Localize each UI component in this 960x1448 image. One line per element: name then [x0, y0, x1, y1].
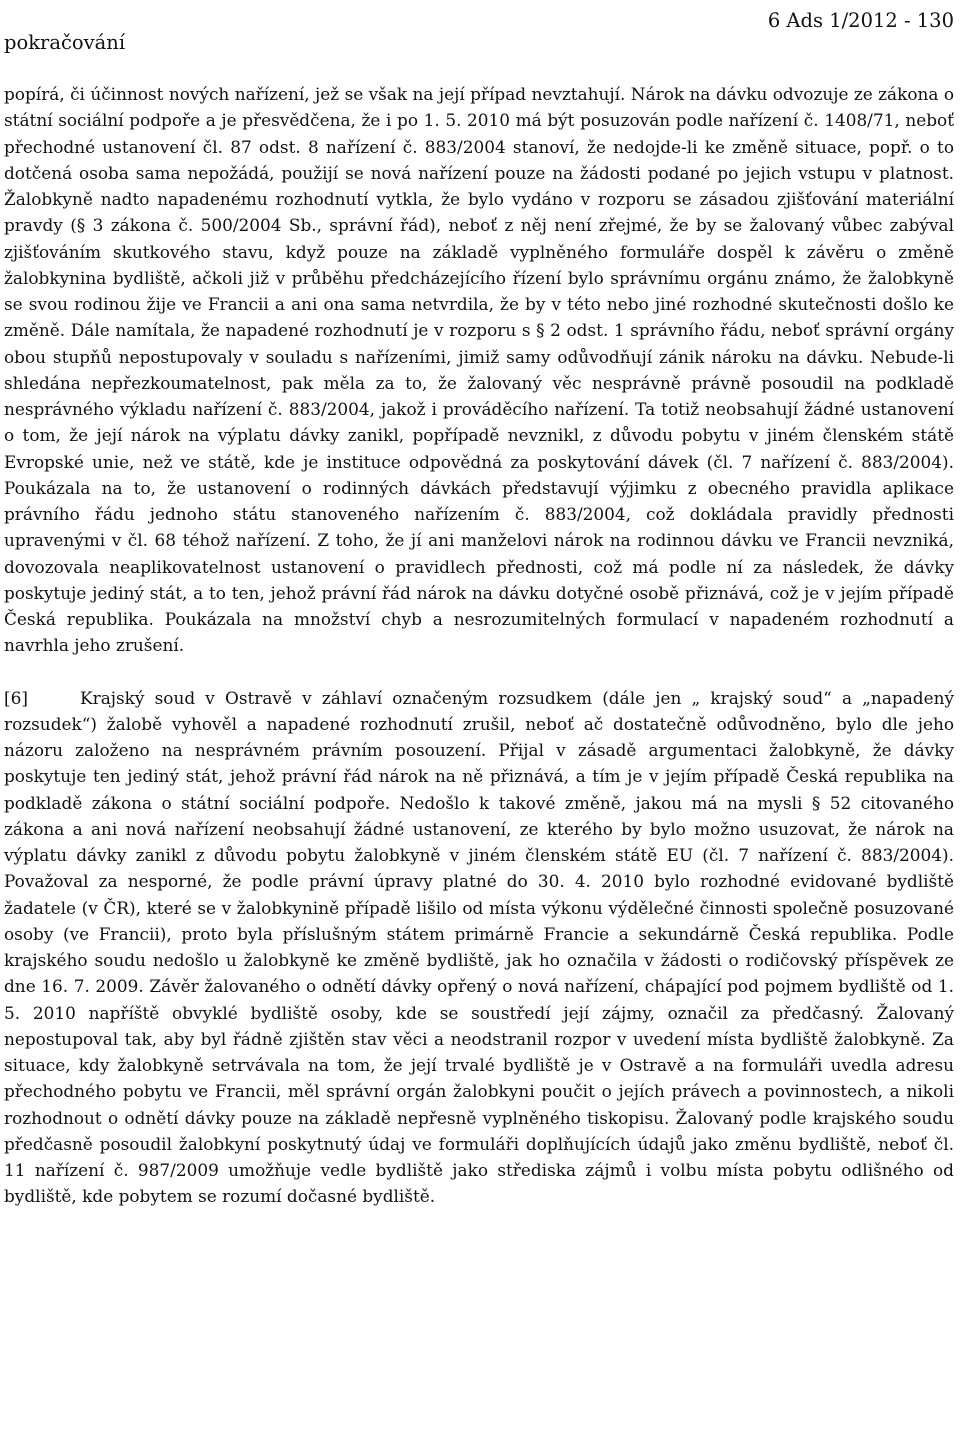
document-body — [4, 81, 954, 1210]
paragraph-number: [6] — [4, 687, 28, 708]
page-header — [4, 8, 954, 58]
paragraph-6 — [4, 685, 954, 1210]
document-page — [4, 0, 954, 1448]
case-number: 6 Ads 1/2012 - 130 — [767, 9, 954, 32]
paragraph-text: Krajský soud v Ostravě v záhlaví označeným rozsudkem (dále jen „ krajský soud“ a „napadený rozsudek“) žalobě vyhověl a napadené rozhodnutí zrušil, neboť ač dostatečně odůvodněno, bylo dle jeho názoru založeno na nesprávném právním posouzení. Přijal v zásadě argumentaci žalobkyně, že dávky poskytuje ten jediný stát, jehož právní řád nárok na ně přiznává, a tím je v jejím případě Česká republika na podkladě zákona o státní sociální podpoře. Nedošlo k takové změně, jakou má na mysli § 52 citovaného zákona a ani nová nařízení neobsahují žádné ustanovení, ze kterého by bylo možno usuzovat, že nárok na výplatu dávky zanikl z důvodu pobytu žalobkyně v jiném členském státě EU (čl. 7 nařízení č. 883/2004). Považoval za nesporné, že podle právní úpravy platné do 30. 4. 2010 bylo rozhodné evidované bydliště žadatele (v ČR), které se v žalobkynině případě lišilo od místa výkonu výdělečné činnosti společně posuzované osoby (ve Francii), proto byla příslušným státem primárně Francie a sekundárně Česká republika. Podle krajského soudu nedošlo u žalobkyně ke změně bydliště, jak ho označila v žádosti o rodičovský příspěvek ze dne 16. 7. 2009. Závěr žalovaného o odnětí dávky opřený o nová nařízení, chápající pod pojmem bydliště od 1. 5. 2010 napříště obvyklé bydliště osoby, kde se soustředí její zájmy, označil za předčasný. Žalovaný nepostupoval tak, aby byl řádně zjištěn stav věci a neodstranil rozpor v uvedení místa bydliště žalobkyně. Za situace, kdy žalobkyně setrvávala na tom, že její trvalé bydliště je v Ostravě a na formuláři uvedla adresu přechodného pobytu ve Francii, měl správní orgán žalobkyni poučit o jejích právech a povinnostech, a nikoli rozhodnout o odnětí dávky pouze na základě nepřesně vyplněného tiskopisu. Žalovaný podle krajského soudu předčasně posoudil žalobkyní poskytnutý údaj ve formuláři doplňujících údajů jako změnu bydliště, neboť čl. 11 nařízení č. 987/2009 umožňuje vedle bydliště jako střediska zájmů i volbu místa pobytu odlišného od bydliště, kde pobytem se rozumí dočasné bydliště. — [4, 687, 954, 1207]
paragraph-text: popírá, či účinnost nových nařízení, jež se však na její případ nevztahují. Nárok na dávku odvozuje ze zákona o státní sociální podpoře a je přesvědčena, že i po 1. 5. 2010 má být posuzován podle nařízení č. 1408/71, neboť přechodné ustanovení čl. 87 odst. 8 nařízení č. 883/2004 stanoví, že nedojde-li ke změně situace, popř. o to dotčená osoba sama nepožádá, použijí se nová nařízení pouze na žádosti podané po jejich vstupu v platnost. Žalobkyně nadto napadenému rozhodnutí vytkla, že bylo vydáno v rozporu se zásadou zjišťování materiální pravdy (§ 3 zákona č. 500/2004 Sb., správní řád), neboť z něj není zřejmé, že by se žalovaný vůbec zabýval zjišťováním skutkového stavu, když pouze na základě vyplněného formuláře dospěl k závěru o změně žalobkynina bydliště, ačkoli již v průběhu předcházejícího řízení bylo správnímu orgánu známo, že žalobkyně se svou rodinou žije ve Francii a ani ona sama netvrdila, že by v této nebo jiné rozhodné skutečnosti došlo ke změně. Dále namítala, že napadené rozhodnutí je v rozporu s § 2 odst. 1 správního řádu, neboť správní orgány obou stupňů nepostupovaly v souladu s nařízeními, jimiž samy odůvodňují zánik nároku na dávku. Nebude-li shledána nepřezkoumatelnost, pak měla za to, že žalovaný věc nesprávně právně posoudil na podkladě nesprávného výkladu nařízení č. 883/2004, jakož i prováděcího nařízení. Ta totiž neobsahují žádné ustanovení o tom, že její nárok na výplatu dávky zanikl, popřípadě nevznikl, z důvodu pobytu v jiném členském státě Evropské unie, než ve státě, kde je instituce odpovědná za poskytování dávek (čl. 7 nařízení č. 883/2004). Poukázala na to, že ustanovení o rodinných dávkách představují výjimku z obecného pravidla aplikace právního řádu jednoho státu stanoveného nařízením č. 883/2004, což dokládala pravidly přednosti upravenými v čl. 68 téhož nařízení. Z toho, že jí ani manželovi nárok na rodinnou dávku ve Francii nevzniká, dovozovala neaplikovatelnost ustanovení o pravidlech přednosti, což má podle ní za následek, že dávky poskytuje jediný stát, a to ten, jehož právní řád nárok na dávku dotyčné osobě přiznává, což je v jejím případě Česká republika. Poukázala na množství chyb a nesrozumitelných formulací v napadeném rozhodnutí a navrhla jeho zrušení. — [4, 84, 954, 656]
continuation-label: pokračování — [4, 31, 126, 54]
paragraph-continued — [4, 81, 954, 659]
